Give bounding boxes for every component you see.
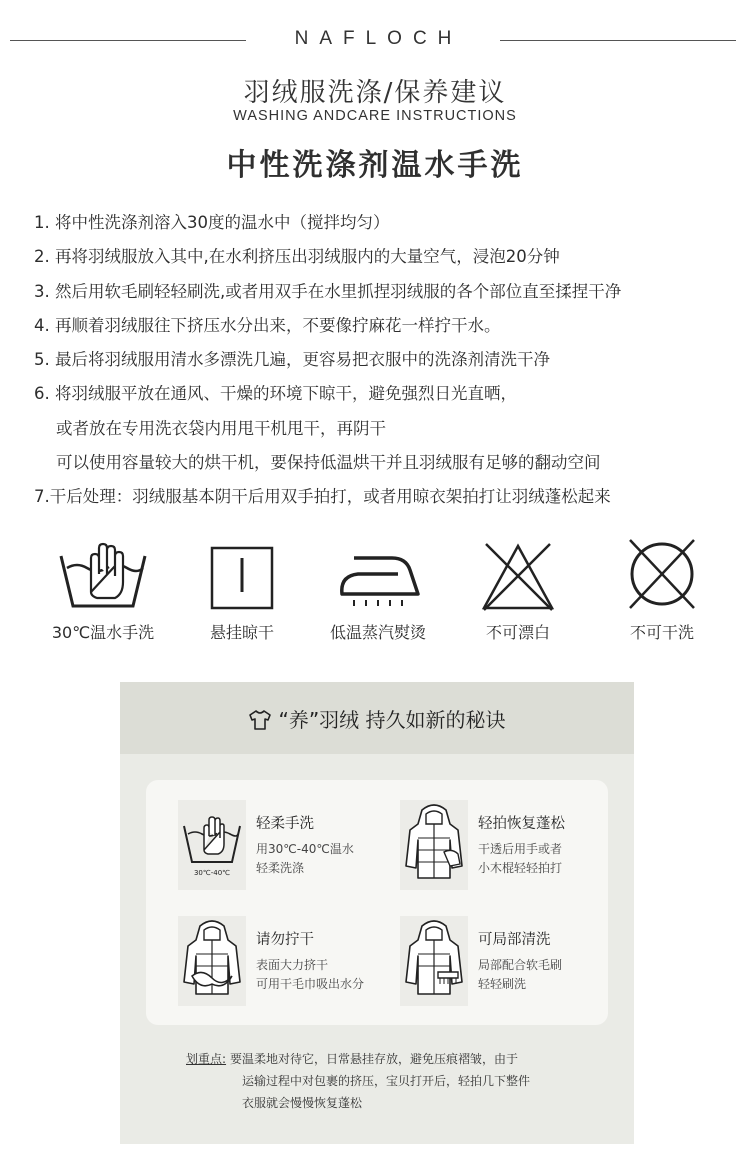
note-line: 衣服就会慢慢恢复蓬松 (242, 1096, 363, 1110)
care-symbols (0, 536, 750, 656)
care-symbol-label: 悬挂晾干 (209, 623, 274, 642)
tip-icon-temperature: 30℃-40℃ (193, 869, 231, 877)
tip-title: 可局部清洗 (478, 932, 551, 948)
step-7: 7.干后处理：羽绒服基本阴干后用双手拍打，或者用晾衣架拍打让羽绒蓬松起来 (34, 487, 611, 507)
care-symbol-line-dry (172, 536, 312, 643)
care-symbol-no-dry-clean (592, 536, 732, 643)
tip-title: 轻柔手洗 (256, 816, 314, 832)
step-3: 3. 然后用软毛刷轻轻刷洗,或者用双手在水里抓捏羽绒服的各个部位直至揉捏干净 (34, 281, 622, 301)
care-symbol-label: 30℃温水手洗 (51, 623, 155, 642)
care-symbol-no-bleach (448, 536, 588, 643)
care-panel-header (120, 682, 634, 754)
step-5: 5. 最后将羽绒服用清水多漂洗几遍，更容易把衣服中的洗涤剂清洗干净 (34, 350, 550, 370)
care-symbol-label: 不可漂白 (485, 623, 550, 642)
care-symbol-hand-wash (33, 536, 173, 643)
step-6-line-3: 可以使用容量较大的烘干机，要保持低温烘干并且羽绒服有足够的翻动空间 (56, 453, 601, 473)
shirt-icon (248, 709, 272, 736)
divider-left (10, 40, 246, 41)
brush-icon (438, 972, 458, 978)
washing-steps (34, 206, 746, 515)
tip-spot-clean (400, 916, 610, 1006)
page-title-english: WASHING ANDCARE INSTRUCTIONS (233, 108, 517, 124)
tip-thumbnail (400, 916, 468, 1006)
section-subtitle: 中性洗涤剂温水手洗 (226, 148, 524, 183)
tip-description: 表面大力挤干 可用干毛巾吸出水分 (256, 958, 365, 991)
care-panel-title-text: “养”羽绒 持久如新的秘诀 (278, 708, 506, 732)
steam-iron-icon (328, 536, 428, 614)
care-symbol-label: 不可干洗 (629, 623, 694, 642)
tip-description: 用30℃-40℃温水 轻柔洗涤 (256, 842, 354, 875)
no-bleach-icon (470, 536, 566, 614)
care-symbol-label: 低温蒸汽熨烫 (329, 623, 426, 642)
note-label: 划重点: (186, 1052, 227, 1066)
no-dry-clean-icon (614, 536, 710, 614)
tip-thumbnail (178, 800, 246, 890)
tip-pat-fluffy (400, 800, 610, 890)
hand-wash-icon (178, 800, 246, 890)
note-line: 运输过程中对包裹的挤压，宝贝打开后，轻拍几下整件 (242, 1074, 531, 1088)
tip-gentle-hand-wash (178, 800, 388, 890)
tip-description: 干透后用手或者 小木棍轻轻拍打 (478, 842, 563, 875)
tip-title: 轻拍恢复蓬松 (478, 816, 565, 832)
down-jacket-icon (400, 916, 468, 1006)
brand-header (0, 28, 750, 54)
page-title: 羽绒服洗涤/保养建议 (243, 78, 507, 108)
tip-thumbnail (178, 916, 246, 1006)
care-tips-card (146, 780, 608, 1025)
tip-title: 请勿拧干 (256, 932, 314, 948)
care-tips-panel (120, 682, 634, 1144)
step-4: 4. 再顺着羽绒服往下挤压水分出来，不要像拧麻花一样拧干水。 (34, 315, 501, 335)
line-dry-icon (194, 536, 290, 614)
step-2: 2. 再将羽绒服放入其中,在水利挤压出羽绒服内的大量空气，浸泡20分钟 (34, 247, 560, 267)
note-line: 要温柔地对待它，日常悬挂存放，避免压痕褶皱，由于 (230, 1052, 519, 1066)
step-6: 6. 将羽绒服平放在通风、干燥的环境下晾干，避免强烈日光直晒， (34, 384, 517, 404)
step-6-line-2: 或者放在专用洗衣袋内用甩干机甩干，再阴干 (56, 418, 386, 438)
down-jacket-icon (178, 916, 246, 1006)
key-note (186, 1048, 606, 1114)
divider-right (500, 40, 736, 41)
step-1: 1. 将中性洗涤剂溶入30度的温水中（搅拌均匀） (34, 213, 390, 232)
tip-thumbnail (400, 800, 468, 890)
care-panel-title (120, 704, 634, 736)
brand-name: NAFLOCH (294, 28, 463, 49)
tip-description: 局部配合软毛刷 轻轻刷洗 (478, 958, 563, 991)
down-jacket-icon (400, 800, 468, 890)
tip-do-not-wring (178, 916, 388, 1006)
care-symbol-steam-iron (308, 536, 448, 643)
hand-wash-icon (55, 536, 151, 614)
